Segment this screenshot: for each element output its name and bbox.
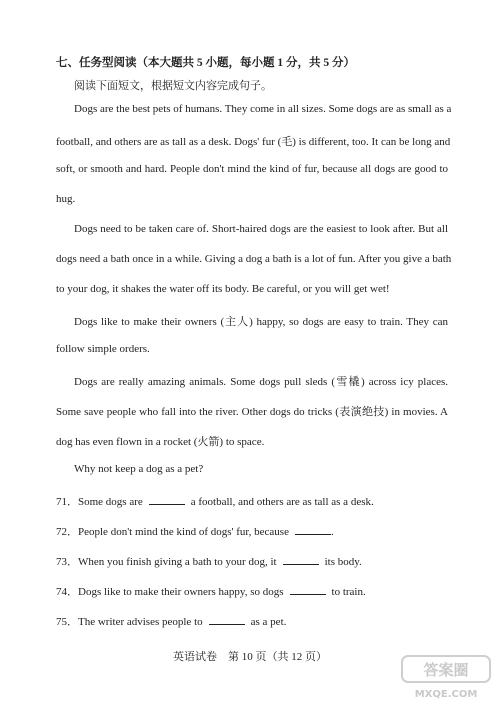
watermark-bottom-text: MXQE.COM (414, 689, 478, 700)
watermark-top-text: 答案圈 (423, 661, 469, 679)
passage-line: football, and others are as tall as a desk. Dogs' fur (毛) is different, too. It can be long and (56, 136, 451, 148)
passage-line: soft, or smooth and hard. People don't mind the kind of fur, because all dogs are good to (56, 163, 448, 175)
section-instruction: 阅读下面短文，根据短文内容完成句子。 (74, 80, 272, 92)
passage-line: to your dog, it shakes the water off its body. Be careful, or you will get wet! (56, 283, 390, 295)
question-number: 72． (56, 526, 78, 538)
answer-blank[interactable] (283, 555, 319, 565)
page-footer: 英语试卷 第 10 页（共 12 页） (173, 651, 327, 663)
passage-line: hug. (56, 193, 76, 205)
question-73 (56, 553, 362, 569)
question-text-before: Dogs like to make their owners happy, so dogs (78, 586, 284, 598)
question-75 (56, 613, 286, 629)
question-text-after: as a pet. (250, 616, 287, 628)
passage-line: follow simple orders. (56, 343, 150, 355)
question-text-before: People don't mind the kind of dogs' fur, because (78, 526, 289, 538)
question-text-before: The writer advises people to (78, 616, 203, 628)
watermark-logo (398, 652, 494, 702)
question-text-after: to train. (331, 586, 366, 598)
question-text-before: When you finish giving a bath to your dog, it (78, 556, 277, 568)
answer-blank[interactable] (290, 585, 326, 595)
passage-line: Why not keep a dog as a pet? (74, 463, 204, 475)
question-number: 74． (56, 586, 78, 598)
question-number: 75． (56, 616, 78, 628)
passage-line: Dogs need to be taken care of. Short-haired dogs are the easiest to look after. But all (74, 223, 448, 235)
passage-line: dog has even flown in a rocket (火箭) to space. (56, 436, 265, 448)
answer-blank[interactable] (209, 615, 245, 625)
question-number: 71． (56, 496, 78, 508)
answer-blank[interactable] (149, 495, 185, 505)
passage-line: dogs need a bath once in a while. Giving a dog a bath is a lot of fun. After you give a bath (56, 253, 452, 265)
question-72 (56, 523, 334, 539)
question-text-before: Some dogs are (78, 496, 143, 508)
question-text-after: . (330, 526, 334, 538)
question-text-after: a football, and others are as tall as a desk. (190, 496, 374, 508)
answer-blank[interactable] (295, 525, 331, 535)
question-74 (56, 583, 366, 599)
passage-line: Dogs like to make their owners (主人) happy, so dogs are easy to train. They can (74, 316, 448, 328)
passage-line: Dogs are the best pets of humans. They come in all sizes. Some dogs are as small as a (74, 103, 452, 115)
question-text-after: its body. (324, 556, 362, 568)
question-71 (56, 493, 374, 509)
question-number: 73． (56, 556, 78, 568)
passage-line: Some save people who fall into the river. Other dogs do tricks (表演绝技) in movies. A (56, 406, 448, 418)
section-heading: 七、任务型阅读（本大题共 5 小题，每小题 1 分，共 5 分） (56, 57, 355, 69)
passage-line: Dogs are really amazing animals. Some dogs pull sleds (雪橇) across icy places. (74, 376, 448, 388)
